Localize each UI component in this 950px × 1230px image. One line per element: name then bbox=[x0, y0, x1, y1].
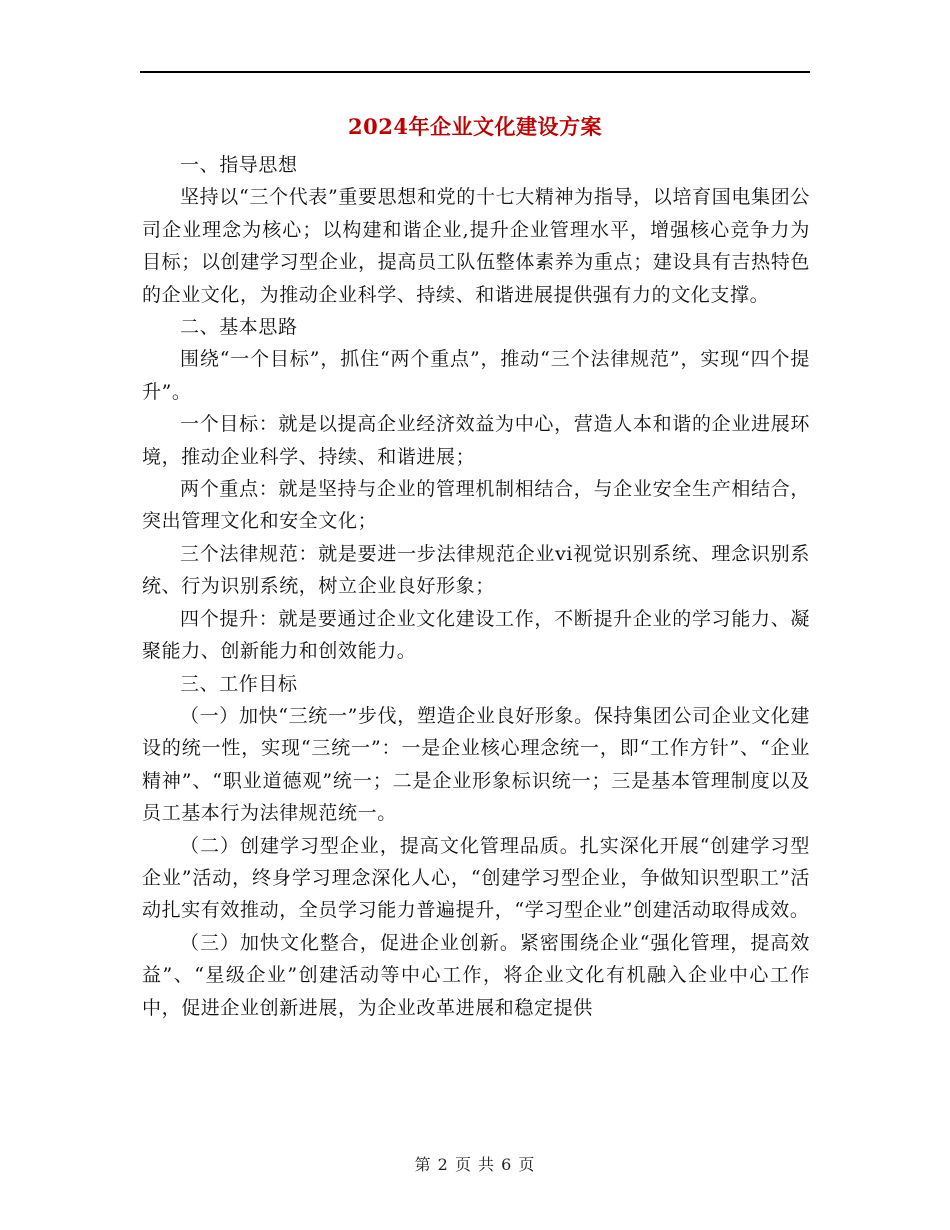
page-number-footer: 第 2 页 共 6 页 bbox=[414, 1155, 536, 1174]
paragraph-approach-summary: 围绕“一个目标”，抓住“两个重点”，推动“三个法律规范”，实现“四个提升”。 bbox=[142, 348, 810, 403]
paragraph-one-goal: 一个目标：就是以提高企业经济效益为中心，营造人本和谐的企业进展环境，推动企业科学、持续、和谐进展； bbox=[142, 413, 810, 468]
paragraph-goal-2: （二）创建学习型企业，提高文化管理品质。扎实深化开展“创建学习型企业”活动，终身学习理念深化人心，“创建学习型企业，争做知识型职工”活动扎实有效推动，全员学习能力普遍提升，“学习型企业”创建活动取得成效。 bbox=[142, 834, 810, 922]
section-heading-work-goals: 三、工作目标 bbox=[180, 672, 298, 695]
section-heading-basic-approach: 二、基本思路 bbox=[180, 316, 298, 339]
document-body bbox=[142, 149, 810, 1024]
header-rule bbox=[140, 71, 810, 73]
paragraph-goal-3: （三）加快文化整合，促进企业创新。紧密围绕企业“强化管理，提高效益”、“星级企业”创建活动等中心工作，将企业文化有机融入企业中心工作中，促进企业创新进展，为企业改革进展和稳定提供 bbox=[142, 931, 810, 1019]
section-heading-guiding-ideology: 一、指导思想 bbox=[180, 154, 298, 176]
paragraph-guiding-ideology: 坚持以“三个代表”重要思想和党的十七大精神为指导，以培育国电集团公司企业理念为核心；以构建和谐企业,提升企业管理水平，增强核心竞争力为目标；以创建学习型企业，提高员工队伍整体素养为重点；建设具有吉热特色的企业文化，为推动企业科学、持续、和谐进展提供强有力的文化支撑。 bbox=[142, 186, 810, 306]
document-title: 2024年企业文化建设方案 bbox=[348, 114, 602, 139]
paragraph-four-improvements: 四个提升：就是要通过企业文化建设工作，不断提升企业的学习能力、凝聚能力、创新能力和创效能力。 bbox=[142, 607, 810, 663]
paragraph-three-standards: 三个法律规范：就是要进一步法律规范企业vi视觉识别系统、理念识别系统、行为识别系统，树立企业良好形象； bbox=[142, 542, 810, 598]
paragraph-goal-1: （一）加快“三统一”步伐，塑造企业良好形象。保持集团公司企业文化建设的统一性，实现“三统一”：一是企业核心理念统一，即“工作方针”、“企业精神”、“职业道德观”统一；二是企业形象标识统一；三是基本管理制度以及员工基本行为法律规范统一。 bbox=[142, 704, 810, 825]
paragraph-two-focuses: 两个重点：就是坚持与企业的管理机制相结合，与企业安全生产相结合，突出管理文化和安全文化； bbox=[142, 478, 810, 533]
